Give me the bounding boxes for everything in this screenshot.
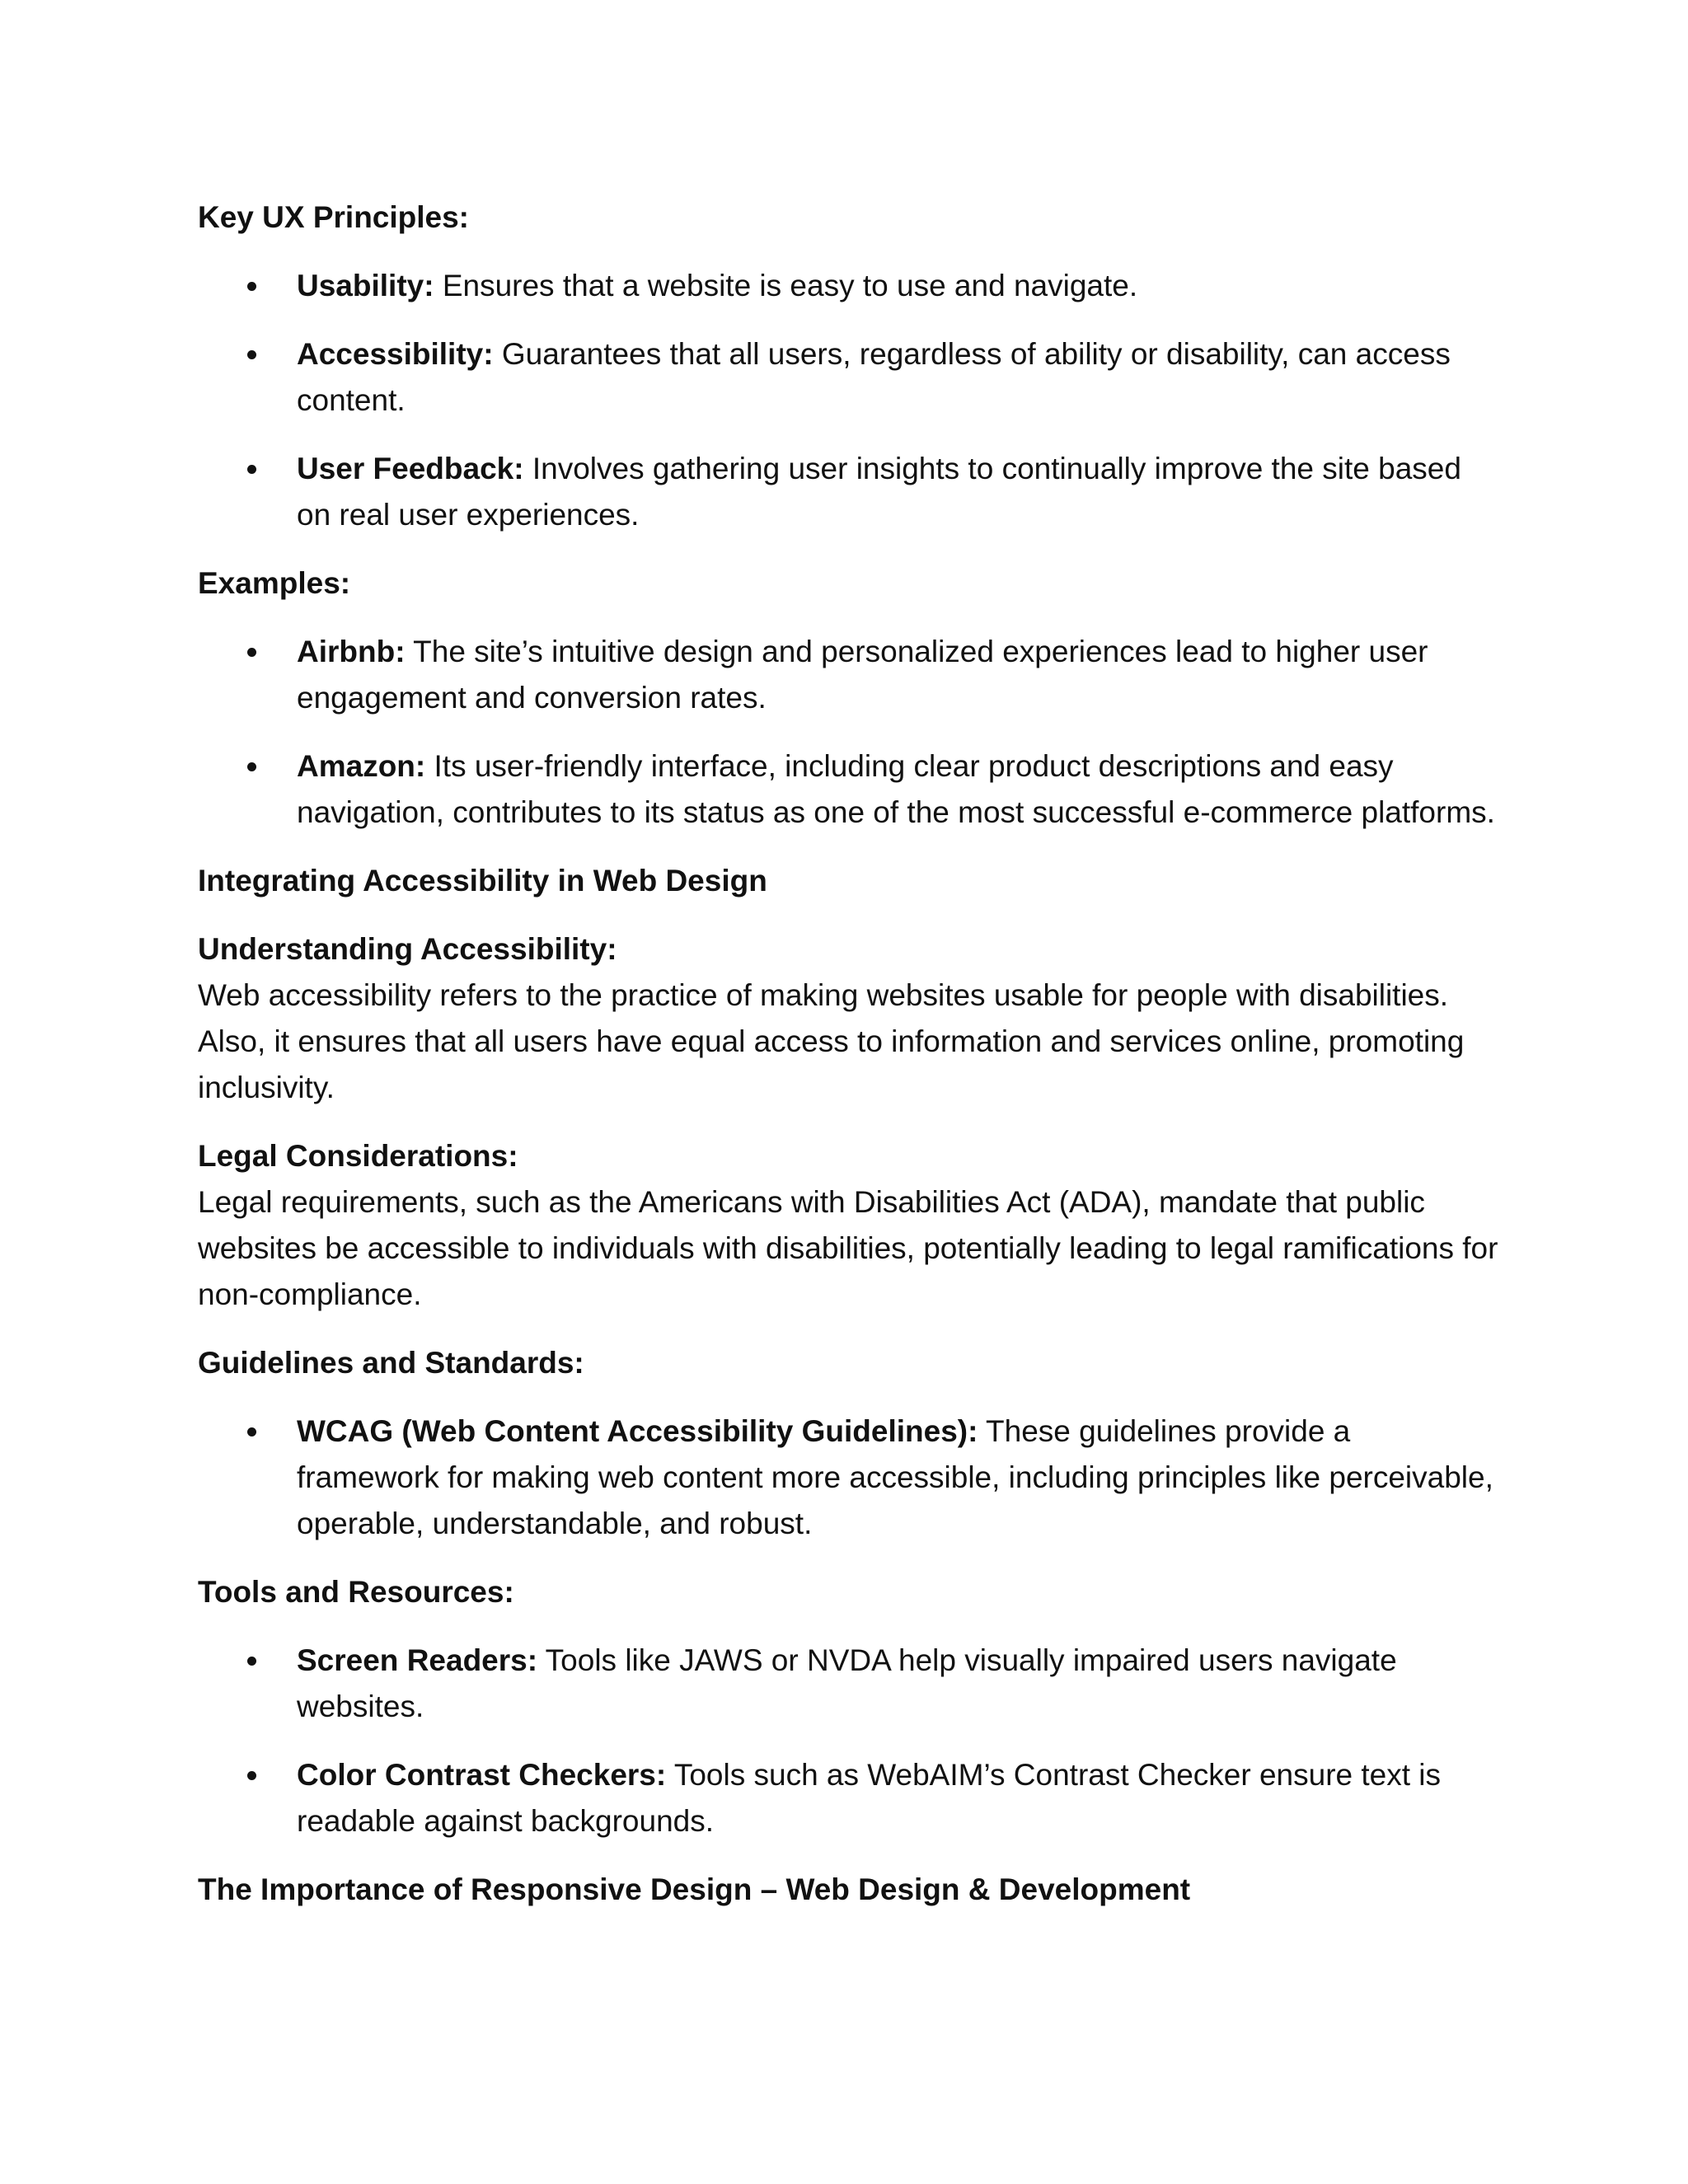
list-guidelines [198,1408,1500,1547]
term-label: Amazon: [297,749,426,783]
item-text: Ensures that a website is easy to use and navigate. [434,269,1138,302]
list-item [198,331,1500,424]
bullet-icon [247,465,256,474]
list-item [198,629,1500,721]
list-item [198,1638,1500,1730]
item-text: The site’s intuitive design and personalized experiences lead to higher user engagement and conversion rates. [297,635,1428,715]
heading-responsive-design: The Importance of Responsive Design – Web Design & Development [198,1872,1191,1906]
heading-tools-resources: Tools and Resources: [198,1575,514,1609]
heading-integrating-accessibility: Integrating Accessibility in Web Design [198,864,767,898]
bullet-icon [247,282,256,291]
document-page [198,194,1500,1935]
term-label: Airbnb: [297,635,406,668]
list-item [198,1408,1500,1547]
item-text: Tools like JAWS or NVDA help visually impaired users navigate websites. [297,1643,1397,1723]
bullet-icon [247,1427,256,1436]
bullet-icon [247,648,256,657]
list-item [198,446,1500,538]
heading-key-ux-principles: Key UX Principles: [198,200,470,234]
bullet-icon [247,1657,256,1666]
item-text: Its user-friendly interface, including clear product descriptions and easy navigation, contributes to its status as one of the most successful e-commerce platforms. [297,749,1495,829]
bullet-icon [247,1771,256,1780]
term-label: Color Contrast Checkers: [297,1758,667,1792]
list-key-ux-principles [198,263,1500,538]
term-label: Screen Readers: [297,1643,538,1677]
item-text: Involves gathering user insights to continually improve the site based on real user experiences. [297,452,1461,532]
heading-examples: Examples: [198,566,351,600]
term-label: Accessibility: [297,337,494,371]
list-item [198,263,1500,309]
list-item [198,743,1500,836]
list-examples [198,629,1500,836]
list-tools [198,1638,1500,1844]
heading-guidelines-standards: Guidelines and Standards: [198,1346,584,1380]
item-text: Tools such as WebAIM’s Contrast Checker ensure text is readable against backgrounds. [297,1758,1442,1838]
bullet-icon [247,350,256,359]
list-item [198,1752,1500,1844]
bullet-icon [247,762,256,771]
item-text: Guarantees that all users, regardless of ability or disability, can access content. [297,337,1451,417]
term-label: WCAG (Web Content Accessibility Guidelines): [297,1414,978,1448]
heading-understanding-accessibility: Understanding Accessibility: [198,932,617,966]
heading-legal-considerations: Legal Considerations: [198,1139,518,1173]
paragraph-understanding-accessibility: Web accessibility refers to the practice of making websites usable for people with disabilities. Also, it ensures that all users have equal access to information and services online, promoting inclusivity. [198,978,1465,1104]
item-text: These guidelines provide a framework for making web content more accessible, including principles like perceivable, operable, understandable, and robust. [297,1414,1493,1540]
term-label: User Feedback: [297,452,524,485]
term-label: Usability: [297,269,434,302]
paragraph-legal-considerations: Legal requirements, such as the Americans with Disabilities Act (ADA), mandate that public websites be accessible to individuals with disabilities, potentially leading to legal ramifications for non-compliance. [198,1185,1498,1311]
